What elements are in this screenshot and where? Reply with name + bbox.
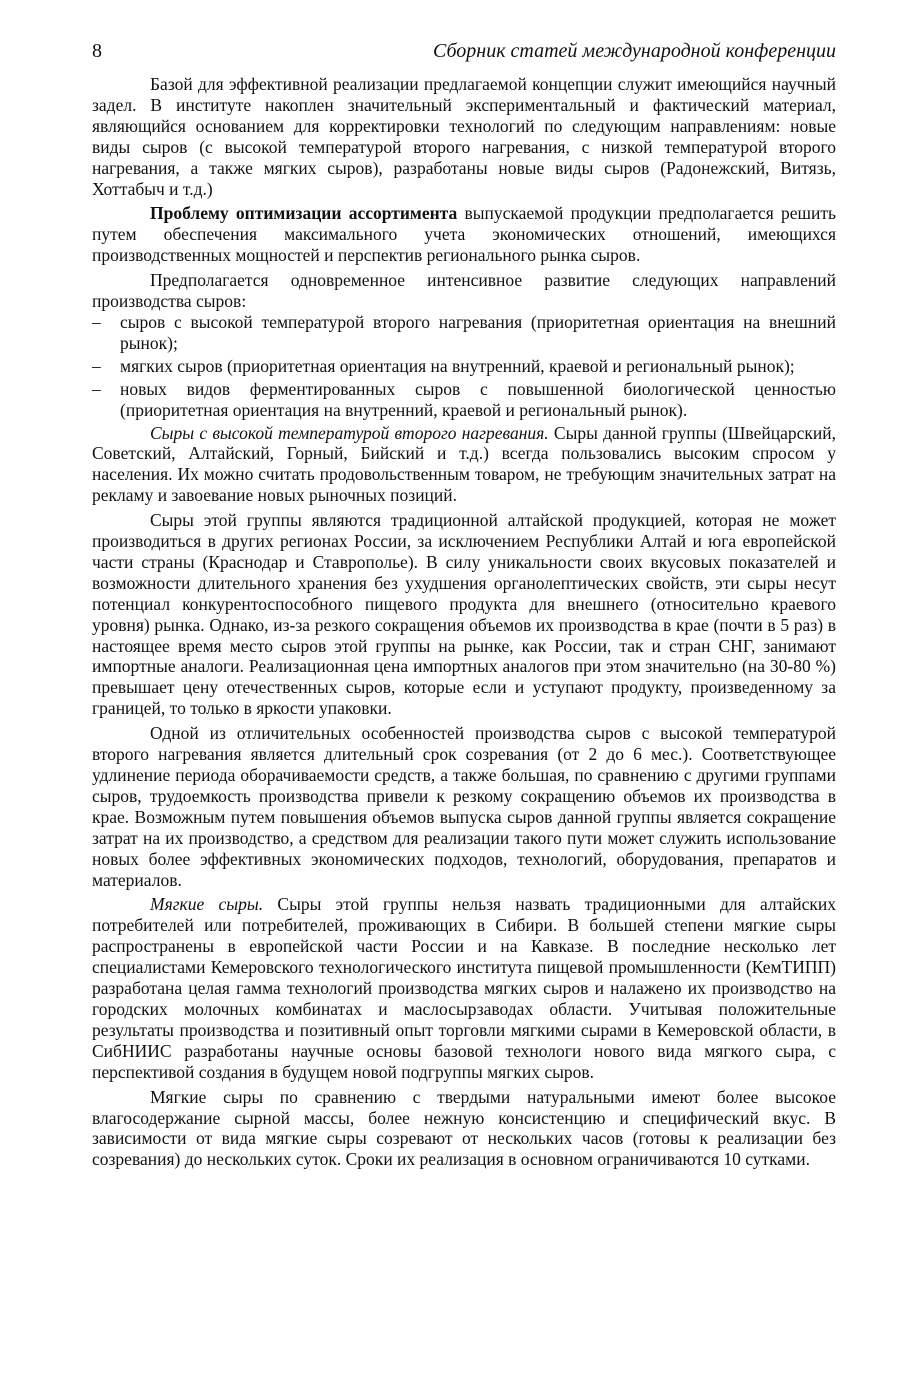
paragraph-scientific-base: Базой для эффективной реализации предлагаемой концепции служит имеющийся научный задел. В институте накоплен значительный экспериментальный и фактический материал, являющийся основанием для корректировки технологий по следующим направлениям: новые виды сыров (с высокой температурой второго нагревания, с низкой температурой второго нагревания, а также мягких сыров), разработаны новые виды сыров (Радонежский, Витязь, Хоттабыч и т.д.) bbox=[92, 74, 836, 199]
document-page bbox=[92, 40, 836, 1170]
page-header bbox=[92, 40, 836, 74]
list-item bbox=[92, 312, 836, 354]
list-dash: – bbox=[92, 311, 101, 332]
paragraph-soft-cheeses bbox=[92, 894, 836, 1082]
article-body bbox=[92, 74, 836, 1170]
paragraph-text: выпускаемой продукции предполагается решить путем обеспечения максимального учета экономических отношений, имеющихся производственных мощностей и перспектив регионального рынка сыров. bbox=[92, 203, 837, 266]
list-item-text: новых видов ферментированных сыров с повышенной биологической ценностью (приоритетная ориентация на внутренний, краевой и региональный рынок). bbox=[120, 378, 836, 420]
paragraph-soft-cheese-properties: Мягкие сыры по сравнению с твердыми натуральными имеют более высокое влагосодержание сырной массы, более нежную консистенцию и специфический вкус. В зависимости от вида мягкие сыры созревают от нескольких часов (готовы к реализации без созревания) до нескольких суток. Сроки их реализация в основном ограничиваются 10 сутками. bbox=[92, 1086, 836, 1170]
bold-phrase: Проблему оптимизации ассортимента bbox=[150, 203, 458, 224]
list-item bbox=[92, 356, 836, 377]
list-dash: – bbox=[92, 355, 101, 376]
paragraph-development-directions: Предполагается одновременное интенсивное развитие следующих направлений производства сыров: bbox=[92, 270, 836, 312]
paragraph-text: Сыры этой группы нельзя назвать традиционными для алтайских потребителей или потребителей, проживающих в Сибири. В большей степени мягкие сыры распространены в европейской части России и на Кавказе. В последние несколько лет специалистами Кемеровского технологического института пищевой промышленности (КемТИПП) разработана целая гамма технологий производства мягких сыров и налажено их производство на городских молочных комбинатах и маслосырзаводах области. Учитывая положительные результаты производства и позитивный опыт торговли мягкими сырами в Кемеровской области, в СибНИИС разработаны научные основы базовой технологи нового вида мягкого сыра, с перспективой создания в будущем новой подгруппы мягких сыров. bbox=[92, 894, 836, 1082]
list-dash: – bbox=[92, 378, 101, 399]
italic-run-in-heading: Сыры с высокой температурой второго нагревания. bbox=[150, 422, 549, 443]
directions-list bbox=[92, 312, 836, 421]
paragraph-text: Сыры данной группы (Швейцарский, Советский, Алтайский, Горный, Бийский и т.д.) всегда пользовались высоким спросом у населения. Их можно считать продовольственным товаром, не требующим значительных затрат на рекламу и завоевание новых рыночных позиций. bbox=[92, 422, 836, 506]
list-item-text: мягких сыров (приоритетная ориентация на внутренний, краевой и региональный рынок); bbox=[120, 355, 795, 376]
paragraph-ripening-period: Одной из отличительных особенностей производства сыров с высокой температурой второго нагревания является длительный срок созревания (от 2 до 6 мес.). Соответствующее удлинение периода оборачиваемости средств, а также большая, по сравнению с другими группами сыров, трудоемкость производства привели к резкому сокращению объемов их производства в крае. Возможным путем повышения объемов выпуска сыров данной группы является сокращение затрат на их производство, а средством для реализации такого пути может служить использование новых более эффективных экономических подходов, технологий, оборудования, препаратов и материалов. bbox=[92, 723, 836, 890]
paragraph-traditional-altai-product: Сыры этой группы являются традиционной алтайской продукцией, которая не может производиться в других регионах России, за исключением Республики Алтай и юга европейской части страны (Краснодар и Ставрополье). В силу уникальности своих вкусовых показателей и возможности длительного хранения без ухудшения органолептических свойств, эти сыры несут потенциал конкурентоспособного пищевого продукта для внешнего (относительно краевого уровня) рынка. Однако, из-за резкого сокращения объемов их производства в крае (почти в 5 раз) в настоящее время место сыров этой группы на рынке, как России, так и стран СНГ, занимают импортные аналоги. Реализационная цена импортных аналогов при этом значительно (на 30-80 %) превышает цену отечественных сыров, которые если и уступают продукту, произведенному за границей, то только в яркости упаковки. bbox=[92, 510, 836, 719]
list-item bbox=[92, 379, 836, 421]
paragraph-assortment-optimization bbox=[92, 203, 836, 266]
italic-run-in-heading: Мягкие сыры. bbox=[150, 894, 264, 915]
running-title: Сборник статей международной конференции bbox=[433, 40, 836, 62]
list-item-text: сыров с высокой температурой второго нагревания (приоритетная ориентация на внешний рынок); bbox=[120, 311, 836, 353]
paragraph-high-temperature-cheeses bbox=[92, 423, 836, 507]
page-number: 8 bbox=[92, 40, 102, 62]
